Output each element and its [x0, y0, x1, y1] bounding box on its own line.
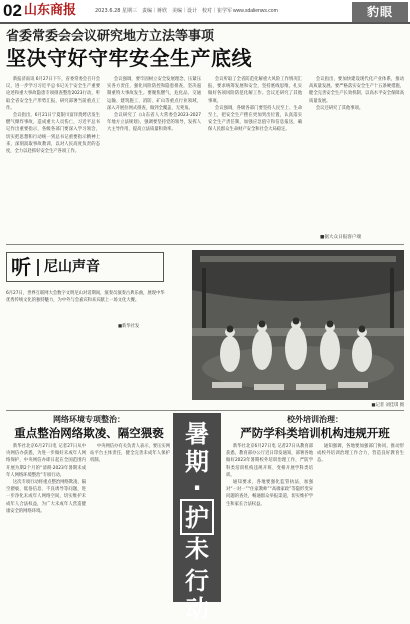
story-paragraph: 会议听取了全省防范化解重大风险工作情况汇报，要求统筹发展和安全，坚持底线思维，扎实做好各项风险防范化解工作。会议还研究了其他事项。	[208, 77, 302, 104]
issue-meta: 2023.6.28 星期三 责编｜蒋欣 美编｜设计 校对｜崔学军	[95, 8, 233, 14]
story3-paragraph: 通知要求，各地要强化监管执法，加强对“一对一”“住家教师”“高端家政”等隐形变异问题的查处，畅通群众举报渠道，切实维护学生和家长合法权益。	[226, 480, 313, 507]
banner-char: 未	[185, 535, 209, 563]
story3-paragraph: 新华社北京6月27日电 记者27日从教育部获悉，教育部办公厅近日印发通知，部署各地做好2023年暑期校外培训治理工作，严防学科类培训机构违规开班、变相开展学科类培训。	[226, 444, 313, 478]
banner-char: 行	[185, 567, 209, 595]
performance-photo-art	[192, 250, 404, 400]
story2-paragraph: 这次专项行动将重点整治网络欺凌、隔空猥亵、低俗信息、不良诱导等问题，进一步净化未成年人网络空间，切实维护未成年人合法权益，为广大未成年人营造健康安全的网络环境。	[6, 480, 86, 514]
story-column-3	[208, 76, 302, 234]
listen-caption: 6月27日，世界互联网大会数字文明尼山对话期间，演奏员演奏古典乐曲，展现中华优秀传统文化的独特魅力，为中外与会嘉宾和来宾献上一场文化大餐。	[6, 291, 165, 304]
story2-column-2	[90, 443, 170, 602]
story-headline: 坚决守好守牢安全生产底线	[6, 46, 252, 70]
story2-headline: 重点整治网络欺凌、隔空猥亵	[14, 426, 164, 440]
story2-kicker: 网络环境专项整治：	[53, 415, 125, 424]
story-subtitle: 省委常委会会议研究地方立法等事项	[6, 29, 215, 44]
listen-title-small: 尼山声音	[44, 259, 100, 275]
story3-column-1	[226, 443, 313, 602]
banner-char: 暑	[185, 420, 209, 448]
story-column-2	[107, 76, 201, 234]
story3-paragraph: 通知强调，各地要加强部门协同，推动形成校外培训治理工作合力，营造良好教育生态。	[317, 444, 404, 464]
listen-title-box	[6, 252, 164, 282]
story2-paragraph: 中央网信办有关负责人表示，要压实网站平台主体责任，健全完善未成年人保护机制。	[90, 444, 170, 464]
banner-char: ·	[192, 474, 202, 502]
photo-caption: ■记者 刘佳琪 摄	[371, 403, 404, 408]
banner-char: 动	[185, 595, 209, 623]
page-number: 02	[3, 1, 22, 20]
listen-author: ■新华社发	[118, 324, 140, 329]
story-column-1	[6, 76, 100, 234]
story-paragraph: 会议还研究了其他事项。	[315, 105, 364, 111]
performance-photo	[192, 250, 404, 400]
column-tag: 豹眼	[352, 2, 408, 22]
story-source: ■据大众日报客户端	[320, 235, 362, 240]
story-paragraph: 会议指出，要加快建设现代化产业体系，推动高质量发展。要严格落实安全生产十五条硬措施，健全完善安全生产长效机制，以高水平安全保障高质量发展。	[309, 77, 404, 104]
section-name: 山东商报	[24, 3, 77, 18]
story2-paragraph: 新华社北京6月27日电 记者27日从中央网信办获悉，为进一步做好未成年人网络保护，中央网信办即日起在全国范围内开展为期2个月的“清朗·2023年暑期未成年人网络环境整治”专项行动。	[6, 444, 86, 478]
story-body	[6, 76, 404, 234]
story-column-4	[309, 76, 404, 234]
page-header	[0, 0, 410, 24]
website-url[interactable]: www.sdalienws.com	[233, 8, 278, 14]
story2-column-1	[6, 443, 86, 602]
story-paragraph: 新报济南讯 6月27日下午，省委常委会召开会议，进一步学习习近平总书记关于安全生产重要论述和重大事故隐患专项排查整治2023行动，听取全省安全生产形势汇报，研究部署当前重点工作。	[6, 77, 100, 111]
banner-char-frame	[180, 499, 214, 535]
title-separator	[37, 259, 39, 276]
listen-title-big: 听	[11, 255, 31, 279]
story-paragraph: 会议指出，6月21日宁夏银川富洋烧烤店发生燃气爆炸事故，造成重大人员伤亡，习近平总书记作出重要指示，各级各部门要深入学习领会，切实把思想和行动统一到总书记重要指示精神上来，深刻汲取事故教训，以对人民高度负责的态度，全力以赴抓好安全生产各项工作。	[6, 113, 100, 155]
banner-char: 护	[185, 504, 209, 532]
story-paragraph: 会议强调，要牢固树立安全发展理念，压紧压实各方责任，强化风险防控和隐患排查，坚决遏制重特大事故发生。要聚焦燃气、危化品、交通运输、建筑施工、消防、矿山等重点行业领域，深入开展拉网式排查，做到全覆盖、无死角。	[107, 77, 201, 111]
story3-column-2	[317, 443, 404, 602]
story3-kicker: 校外培训治理：	[287, 415, 343, 424]
story-paragraph: 会议研究了《山东省人大常委会2023-2027年地方立法规划》，强调要坚持党的领导，发挥人大主导作用，提高立法质量和效率。	[107, 113, 201, 133]
section-divider	[6, 244, 404, 245]
story3-headline: 严防学科类培训机构违规开班	[240, 426, 390, 440]
banner-char: 期	[185, 448, 209, 476]
story-paragraph: 会议强调，各级各部门要坚持人民至上、生命至上，把安全生产摆在更加突出位置，认真落实安全生产责任制，加强应急值守和信息报送，确保人民群众生命财产安全和社会大局稳定。	[208, 105, 302, 133]
campaign-banner	[173, 413, 221, 623]
section-divider	[6, 410, 404, 411]
